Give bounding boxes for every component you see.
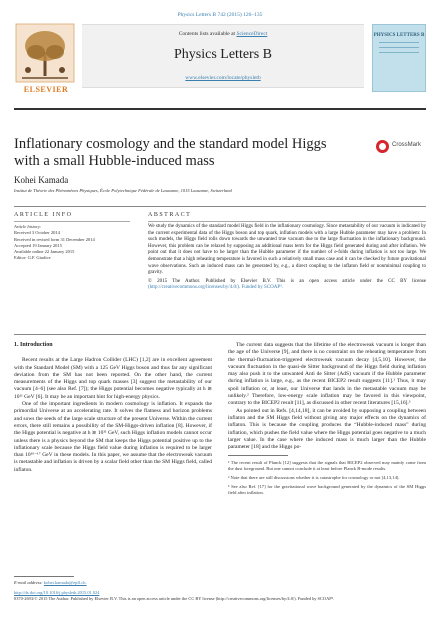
bottom-info: [14, 590, 426, 601]
history-item: Available online 22 January 2015: [14, 249, 75, 255]
journal-name: Physics Letters B: [174, 47, 272, 62]
paragraph: Recent results at the Large Hadron Collider (LHC) [1,2] are in excellent agreement with the Standard Model (SM) with a 125 GeV Higgs boson and thus far any significant deviation from the SM has not been reported. On the other hand, the current measurements of the Higgs and top quark masses [3] suggest the metastability of our vacuum [4–6] (see also Ref. [7]); the Higgs potential becomes negative typically at h ≳ 10¹¹ GeV [6]. It may be an important hint for high-energy physics.: [14, 357, 212, 400]
contents-availability: Contents lists available at ScienceDirect: [178, 31, 268, 37]
history-item: Accepted 19 January 2015: [14, 242, 62, 248]
crossmark-label: CrossMark: [392, 142, 422, 148]
footnote: ² Note that there are still discussions whether it is catastrophe for cosmology or not [4,13,14].: [228, 474, 400, 480]
cover-divider: [379, 42, 419, 43]
left-column: [14, 342, 212, 474]
section-heading: 1. Introduction: [14, 342, 53, 348]
history-item: Editor: G.F. Giudice: [14, 255, 51, 261]
homepage-link[interactable]: www.elsevier.com/locate/physletb: [185, 75, 261, 81]
article-info-heading: ARTICLE INFO: [14, 212, 73, 218]
email-rule: [14, 576, 74, 577]
cover-divider: [379, 52, 419, 53]
journal-info-box: [82, 24, 364, 88]
info-rule: [14, 221, 130, 222]
publisher-name: ELSEVIER: [23, 85, 69, 94]
email-link[interactable]: kohei.kamada@epfl.ch.: [43, 580, 87, 585]
bottom-license: 0370-2693/© 2015 The Author. Published by Elsevier B.V. This is an open access article under the CC BY license (http://creativecommons.org/licenses/by/4.0/). Funded by SCOAP³.: [14, 595, 335, 601]
paragraph: One of the important ingredients in modern cosmology is inflation. It expands the primordial Universe at an accelerating rate. It solves the flatness and horizon problems and sows the seeds of the large scale structure of the present Universe. Within the current errors, there still remains a possibility of the SM-Higgs-driven inflation [8]. However, if the Higgs potential is negative at h ≳ 10¹¹ GeV, such Higgs inflation models cannot occur unless there is a physics beyond the SM that keeps the Higgs potential positive up to the inflationary scale because the Higgs field value during inflation is required to be larger than 10¹⁶⁻¹⁷ GeV in these models. In this paper, we assume that the electroweak vacuum is metastable and inflation is driven by a scalar field other than the SM Higgs field, called inflaton.: [14, 401, 212, 473]
history-label: Article history:: [14, 224, 42, 229]
cover-title: PHYSICS LETTERS B: [373, 33, 425, 38]
history-item: Received 3 October 2014: [14, 230, 60, 236]
abstract-rule: [148, 221, 426, 222]
journal-citation: Physics Letters B 742 (2015) 126–135: [177, 12, 263, 18]
history-item: Received in revised form 31 December 2014: [14, 236, 95, 242]
crossmark-badge[interactable]: [376, 140, 426, 154]
abstract-copyright: © 2015 The Author. Published by Elsevier B.V. This is an open access article under the CC BY license (http://creativecommons.org/licenses/by/4.0/). Funded by SCOAP³.: [148, 278, 426, 291]
paragraph: As pointed out in Refs. [4,14,18], it can be avoided by supposing a coupling between inflaton and the SM Higgs field without giving any major effects on the dynamics of inflaton. This is because the coupling produces the “Hubble-induced mass” during inflation, which pushes the field value where the Higgs potential goes negative to a much larger value. In the case where the induced mass is much larger than the Hubble parameter [18] and the Higgs po-: [228, 407, 426, 451]
cover-divider: [379, 47, 419, 48]
author-name: Kohei Kamada: [14, 175, 69, 185]
right-column: [228, 342, 426, 499]
sciencedirect-link[interactable]: ScienceDirect: [236, 31, 268, 37]
article-title: Inflationary cosmology and the standard model Higgs with a small Hubble-induced mass: [14, 136, 327, 169]
footnotes: [228, 460, 426, 496]
journal-homepage: [82, 75, 364, 81]
elsevier-tree-logo: [14, 22, 76, 90]
crossmark-icon-inner: [379, 143, 386, 150]
header-rule: [14, 108, 426, 110]
abstract-text: We study the dynamics of the standard model Higgs field in the inflationary cosmology. Since metastability of our vacuum is indicated by the current experimental data of the Higgs boson and top quark, inflation models with a large Hubble parameter may have a problem: In such models, the Higgs field rolls down towards the unwanted true vacuum due to the large fluctuation in the inflationary background. However, this problem can be relaxed by supposing an additional mass term for the Higgs field generated during and after inflation. We point out that it does not have to be larger than the Hubble parameter if the number of e-folds during inflation is not too large. We demonstrate that a high reheating temperature is favored in such a relatively small mass case and it can be checked by future gravitational wave observations. Such an induced mass can be generated by, e.g., a direct coupling to the inflaton field or nonminimal coupling to gravity.: [148, 224, 426, 276]
article-info: [14, 224, 124, 262]
abstract: [148, 224, 426, 292]
abstract-bottom-rule: [14, 334, 426, 335]
doi-link[interactable]: http://dx.doi.org/10.1016/j.physletb.2015.01.024: [14, 590, 100, 595]
journal-cover-thumbnail: [372, 24, 426, 92]
footnote-rule: [228, 455, 288, 456]
section-rule: [14, 206, 426, 207]
footnote: ³ See also Ref. [17] for the gravitational wave background generated by the dynamics of the SM Higgs field after inflation.: [228, 483, 426, 495]
author-email: E-mail address: kohei.kamada@epfl.ch.: [14, 580, 87, 585]
footnote: ¹ The recent result of Planck [12] suggests that the signals that BICEP2 observed may mainly come from the dust foreground. But one cannot conclude it at least before Planck B-mode results.: [228, 459, 426, 471]
journal-header: [14, 22, 426, 102]
paragraph: The current data suggests that the lifetime of the electroweak vacuum is longer than the age of the Universe [9], and there is no constraint on the reheating temperature from the thermal-fluctuation-triggered electroweak vacuum decay [4,5,10]. However, the vacuum fluctuation in the quasi-de Sitter background of the Higgs field during inflation may also push it to the unwanted Anti de Sitter (AdS) vacuum if the Hubble parameter during inflation is large, e.g., as the recent BICEP2 result suggests [11].¹ Thus, it may spoil inflation or, at least, our Universe that lands in the metastable vacuum may be unlikely.² Therefore, low-energy scale inflation may be favored in this viewpoint, contrary to the BICEP2 result [11], as discussed in other recent literatures [15,16].³: [228, 342, 426, 407]
abstract-heading: ABSTRACT: [148, 212, 192, 218]
license-link[interactable]: (http://creativecommons.org/licenses/by/4.0/). Funded by SCOAP³.: [148, 285, 283, 291]
author-affiliation: Institut de Théorie des Phénomènes Physiques, École Polytechnique Fédérale de Lausanne, 1015 Lausanne, Switzerland: [14, 188, 232, 193]
